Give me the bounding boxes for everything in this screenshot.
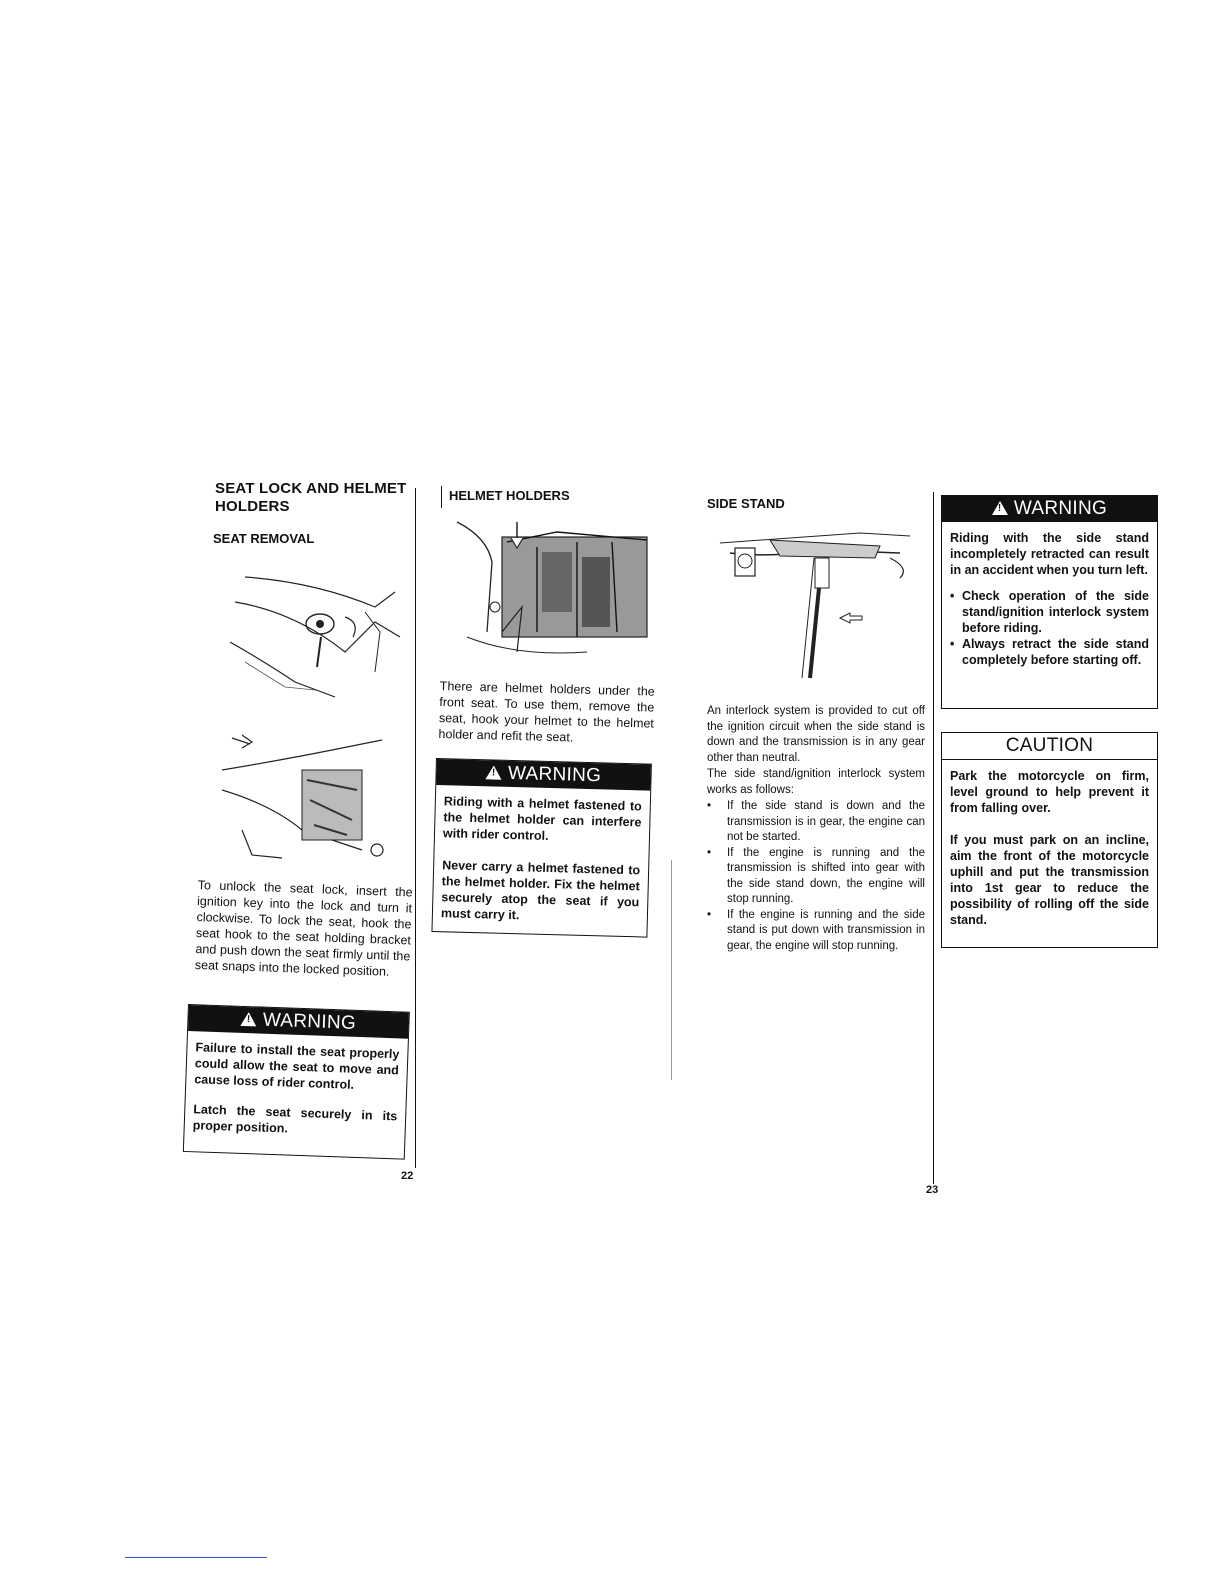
column-divider [415, 488, 416, 1168]
helmet-holder-illustration [447, 512, 657, 662]
interlock-intro: An interlock system is provided to cut off the ignition circuit when the side stand is down and the transmission is in any gear other than neutral. [707, 705, 925, 764]
caution-incline-text: If you must park on an incline, aim the front of the motorcycle uphill and put the transmission into 1st gear to reduce the possibility of rolling off the side stand. [950, 833, 1149, 927]
seat-removal-subtitle: SEAT REMOVAL [213, 531, 315, 546]
side-stand-warning-banner: !WARNING [942, 496, 1157, 522]
side-stand-warning-list [950, 588, 1149, 668]
warning-triangle-icon [486, 765, 502, 779]
interlock-list [705, 799, 925, 954]
seat-hook-illustration [222, 730, 392, 865]
side-stand-title: SIDE STAND [707, 496, 785, 511]
page-23-divider [933, 492, 934, 1184]
seat-lock-title: SEAT LOCK AND HELMET HOLDERS [215, 480, 407, 515]
footer-line [125, 1557, 267, 1558]
helmet-divider [441, 486, 442, 508]
side-stand-illustration [710, 528, 925, 688]
helmet-holders-title: HELMET HOLDERS [449, 488, 570, 503]
warning-triangle-icon [241, 1012, 257, 1027]
interlock-item-2: • If the engine is running and the transmission is shifted into gear with the side stand down, the engine will stop running. [705, 846, 925, 908]
interlock-item-1: • If the side stand is down and the transmission is in gear, the engine can not be started. [705, 799, 925, 846]
side-stand-warning-item-1: • Check operation of the side stand/ignition interlock system before riding. [950, 588, 1149, 636]
helmet-warning-advice: Never carry a helmet fastened to the helmet holder. Fix the helmet securely atop the seat if you must carry it. [440, 858, 641, 923]
warning-triangle-icon [992, 501, 1008, 515]
seat-lock-illustration [225, 562, 405, 702]
side-stand-warning-text: Riding with the side stand incompletely retracted can result in an accident when you turn left. [950, 531, 1149, 577]
caution-box [941, 732, 1158, 948]
seat-warning-box [183, 1004, 410, 1160]
helmet-right-edge [671, 860, 672, 1080]
caution-text: Park the motorcycle on firm, level ground to help prevent it from falling over. [950, 769, 1149, 815]
helmet-warning-text: Riding with a helmet fastened to the helmet holder can interfere with rider control. [442, 794, 642, 843]
seat-warning-advice: Latch the seat securely in its proper position. [192, 1102, 398, 1136]
interlock-intro-2: The side stand/ignition interlock system works as follows: [707, 768, 925, 796]
seat-warning-text: Failure to install the seat properly could allow the seat to move and cause loss of rider control. [194, 1040, 400, 1092]
page-number-22: 22 [401, 1170, 414, 1182]
helmet-holders-text: There are helmet holders under the front seat. To use them, remove the seat, hook your helmet to the helmet holder and refit the seat. [438, 678, 655, 745]
interlock-item-3: • If the engine is running and the side stand is put down with transmission in gear, the engine will stop running. [705, 908, 925, 955]
seat-lock-instructions: To unlock the seat lock, insert the ignition key into the lock and turn it clockwise. To lock the seat, hook the seat hook to the seat holding bracket and push down the seat firmly until the seat snaps into the locked position. [194, 877, 413, 979]
page-number-23: 23 [926, 1184, 939, 1196]
side-stand-warning-box [941, 495, 1158, 709]
seat-warning-banner: !WARNING [188, 1005, 409, 1039]
side-stand-warning-item-2: • Always retract the side stand completely before starting off. [950, 636, 1149, 668]
helmet-warning-banner: !WARNING [436, 759, 651, 791]
helmet-warning-box [431, 758, 651, 938]
caution-banner: CAUTION [942, 733, 1157, 760]
